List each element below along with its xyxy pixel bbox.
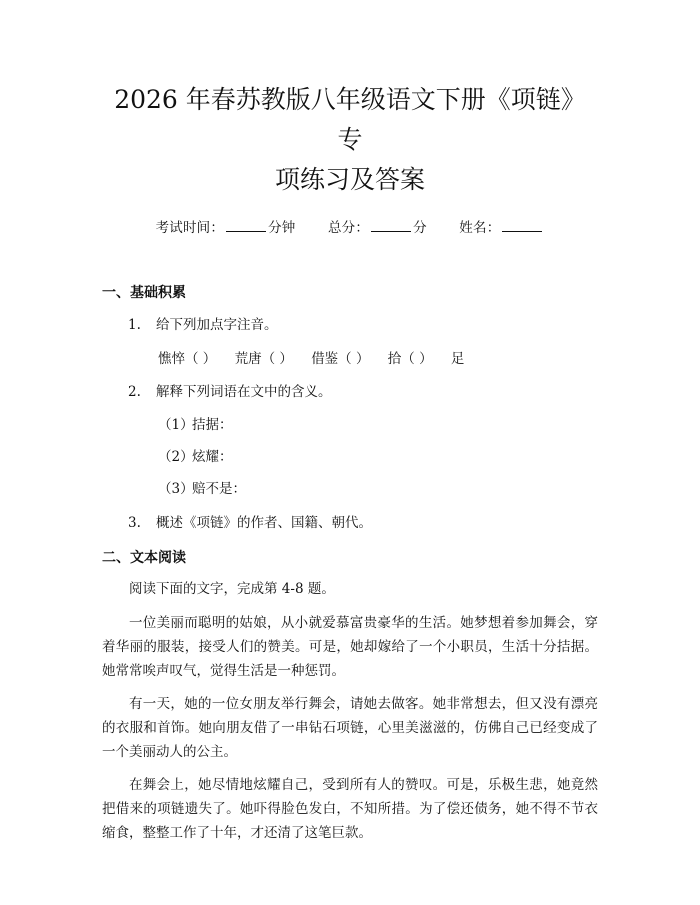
exam-meta	[102, 216, 598, 236]
pinyin-items	[158, 349, 598, 369]
definition-item: （1）拮据：	[158, 417, 233, 433]
reading-paragraph: 在舞会上，她尽情地炫耀自己，受到所有人的赞叹。可是，乐极生悲，她竟然把借来的项链遗失了。她吓得脸色发白，不知所措。为了偿还债务，她不得不节衣缩食，整整工作了十年，才还清了这笔巨款。	[102, 777, 598, 841]
section-heading-1: 一、基础积累	[102, 285, 186, 301]
student-name: 姓名：	[459, 216, 544, 236]
time-blank	[226, 221, 266, 232]
title-line-2: 项练习及答案	[274, 165, 425, 194]
pinyin-item: 拾（ ）	[387, 351, 433, 367]
pinyin-item: 足	[450, 351, 465, 367]
exam-time: 考试时间： 分钟	[155, 220, 296, 236]
reading-paragraph: 一位美丽而聪明的姑娘，从小就爱慕富贵豪华的生活。她梦想着参加舞会，穿着华丽的服装，接受人们的赞美。可是，她却嫁给了一个小职员，生活十分拮据。她常常唉声叹气，觉得生活是一种惩罚。	[102, 615, 598, 679]
total-score: 总分： 分	[327, 220, 427, 236]
title-line-1: 2026 年春苏教版八年级语文下册《项链》专	[114, 85, 586, 154]
reading-intro: 阅读下面的文字，完成第 4-8 题。	[129, 581, 335, 597]
question-2: 2. 解释下列词语在文中的含义。	[128, 384, 332, 400]
section-heading-2: 二、文本阅读	[102, 550, 186, 566]
definition-item: （2）炫耀：	[158, 449, 233, 465]
pinyin-item: 借鉴（ ）	[311, 351, 370, 367]
name-blank	[502, 221, 542, 232]
reading-paragraph: 有一天，她的一位女朋友举行舞会，请她去做客。她非常想去，但又没有漂亮的衣服和首饰。她向朋友借了一串钻石项链，心里美滋滋的，仿佛自己已经变成了一个美丽动人的公主。	[102, 696, 598, 760]
pinyin-item: 憔悴（ ）	[158, 351, 217, 367]
pinyin-item: 荒唐（ ）	[234, 351, 293, 367]
question-3: 3. 概述《项链》的作者、国籍、朝代。	[128, 515, 372, 531]
document-title	[102, 0, 598, 200]
question-1: 1. 给下列加点字注音。	[128, 317, 278, 333]
score-blank	[371, 221, 411, 232]
definition-item: （3）赔不是：	[158, 481, 246, 497]
